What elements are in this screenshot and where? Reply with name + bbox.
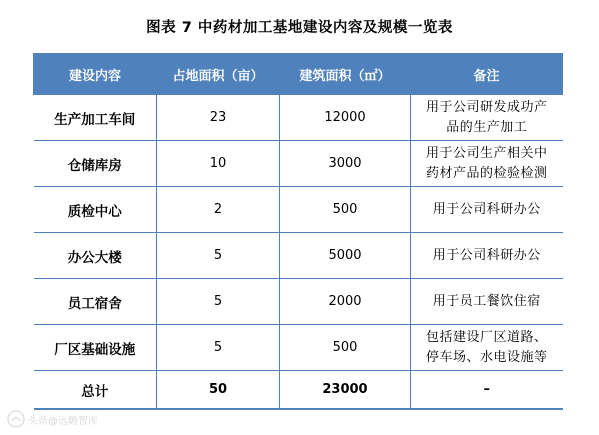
row-remark: [411, 95, 563, 141]
remark-line-1: 包括建设厂区道路、: [425, 329, 548, 345]
total-building-area: 23000: [280, 371, 411, 410]
table-row: [34, 279, 563, 325]
row-building-area: 2000: [280, 279, 411, 325]
row-remark: 用于公司科研办公: [411, 187, 563, 233]
remark-line-2: 品的生产加工: [446, 119, 528, 135]
header-land-area: 占地面积（亩）: [157, 54, 280, 95]
row-building-area: 500: [280, 187, 411, 233]
row-remark: 用于员工餐饮住宿: [411, 279, 563, 325]
row-remark: 用于公司科研办公: [411, 233, 563, 279]
table-row: [34, 325, 563, 371]
row-building-area: 500: [280, 325, 411, 371]
header-building-area: 建筑面积（㎡）: [280, 54, 411, 95]
row-name: 厂区基础设施: [34, 325, 157, 371]
remark-line-1: 用于公司生产相关中: [425, 145, 548, 161]
remark-line-2: 停车场、水电设施等: [425, 349, 548, 365]
table-row: [34, 187, 563, 233]
remark-line-1: 用于公司研发成功产: [425, 99, 548, 115]
row-land-area: 5: [157, 325, 280, 371]
total-label: 总计: [34, 371, 157, 410]
row-building-area: 5000: [280, 233, 411, 279]
total-row: [34, 371, 563, 410]
row-remark: [411, 325, 563, 371]
row-name: 生产加工车间: [34, 95, 157, 141]
row-name: 办公大楼: [34, 233, 157, 279]
row-land-area: 23: [157, 95, 280, 141]
table-row: [34, 141, 563, 187]
table-row: [34, 95, 563, 141]
watermark: [6, 408, 98, 430]
table-header-row: [34, 54, 563, 95]
row-land-area: 5: [157, 279, 280, 325]
row-name: 员工宿舍: [34, 279, 157, 325]
watermark-text: 头条@远瞻智库: [28, 415, 98, 427]
construction-scale-table: [33, 53, 563, 410]
row-land-area: 10: [157, 141, 280, 187]
watermark-logo-icon: [6, 409, 26, 429]
row-building-area: 12000: [280, 95, 411, 141]
table-caption: 图表 7 中药材加工基地建设内容及规模一览表: [146, 20, 453, 36]
header-remarks: 备注: [411, 54, 563, 95]
row-name: 仓储库房: [34, 141, 157, 187]
row-land-area: 2: [157, 187, 280, 233]
row-land-area: 5: [157, 233, 280, 279]
table-row: [34, 233, 563, 279]
row-remark: [411, 141, 563, 187]
row-building-area: 3000: [280, 141, 411, 187]
total-remark: –: [411, 371, 563, 410]
row-name: 质检中心: [34, 187, 157, 233]
header-construction-content: 建设内容: [34, 54, 157, 95]
remark-line-2: 药材产品的检验检测: [425, 165, 548, 181]
total-land-area: 50: [157, 371, 280, 410]
